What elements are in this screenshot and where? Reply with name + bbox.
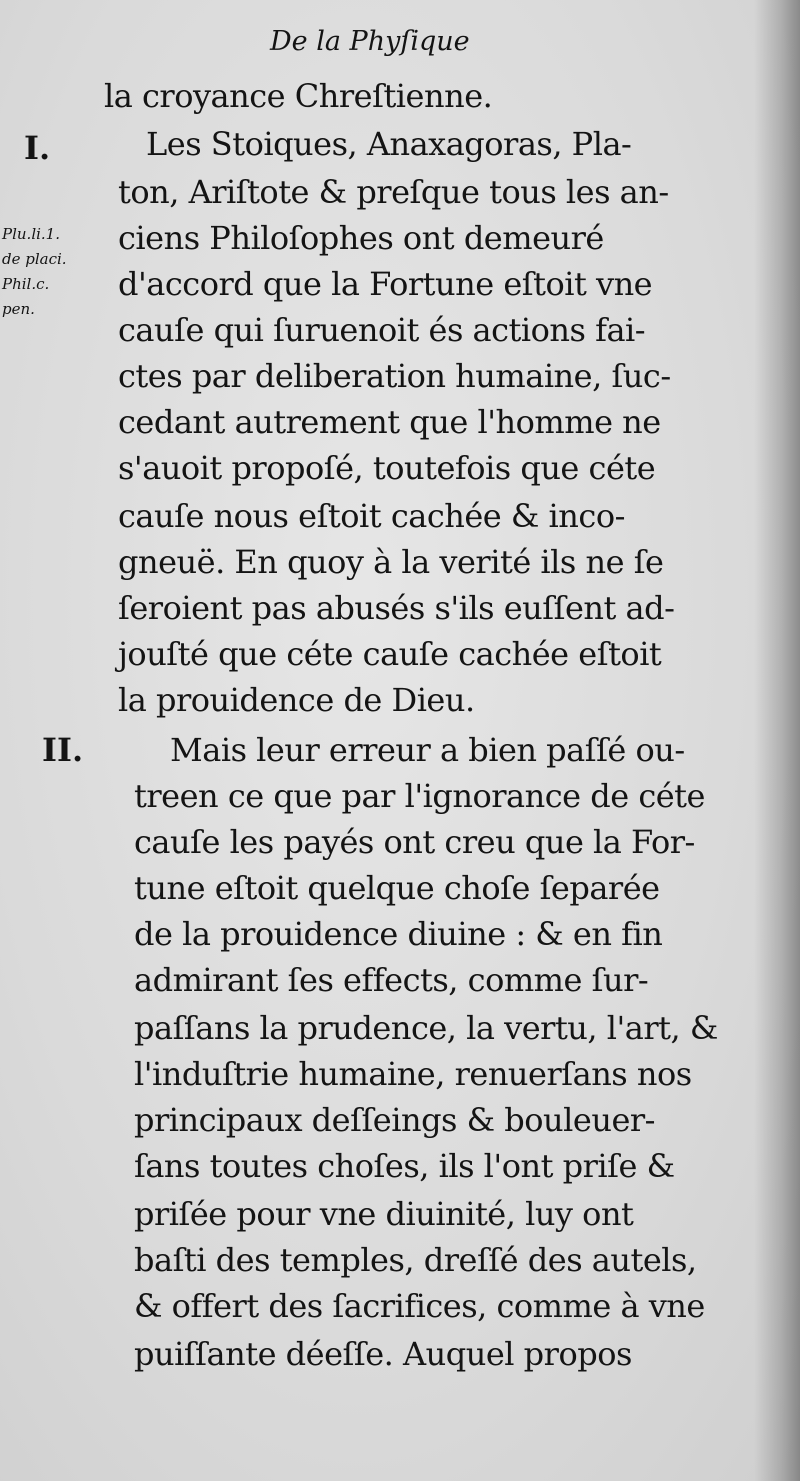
- text-line: la prouidence de Dieu.: [118, 681, 475, 719]
- text-line: puiſſante déeſſe. Auquel propos: [134, 1335, 632, 1373]
- text-line: ciens Philoſophes ont demeuré: [118, 219, 604, 257]
- text-line: ſeroient pas abusés s'ils euſſent ad-: [118, 589, 675, 627]
- text-line: la croyance Chreſtienne.: [104, 77, 493, 115]
- text-line: ton, Ariſtote & preſque tous les an-: [118, 173, 669, 211]
- text-line: ſans toutes choſes, ils l'ont priſe &: [134, 1147, 675, 1185]
- text-line: priſée pour vne diuinité, luy ont: [134, 1195, 634, 1233]
- text-line: cauſe qui ſuruenoit és actions fai-: [118, 311, 646, 349]
- text-line: de la prouidence diuine : & en fin: [134, 915, 663, 953]
- text-line: tune eſtoit quelque choſe ſeparée: [134, 869, 660, 907]
- text-line: ctes par deliberation humaine, ſuc-: [118, 357, 671, 395]
- text-line: & offert des ſacrifices, comme à vne: [134, 1287, 705, 1325]
- running-head: De la Phyſique: [270, 26, 470, 57]
- text-line: principaux deſſeings & bouleuer-: [134, 1101, 655, 1139]
- text-line: gneuë. En quoy à la verité ils ne ſe: [118, 543, 664, 581]
- text-line: jouſté que céte cauſe cachée eſtoit: [118, 635, 662, 673]
- text-line: Les Stoiques, Anaxagoras, Pla-: [146, 125, 632, 163]
- margin-note-line: de placi.: [2, 250, 67, 268]
- text-line: paſſans la prudence, la vertu, l'art, &: [134, 1009, 718, 1047]
- text-line: treen ce que par l'ignorance de céte: [134, 777, 705, 815]
- margin-note-line: Plu.li.1.: [2, 225, 60, 243]
- text-line: s'auoit propoſé, toutefois que céte: [118, 449, 656, 487]
- text-line: cauſe nous eſtoit cachée & inco-: [118, 497, 625, 535]
- page-gutter-shadow: [754, 0, 800, 1481]
- text-line: Mais leur erreur a bien paſſé ou-: [170, 731, 685, 769]
- text-line: l'induſtrie humaine, renuerſans nos: [134, 1055, 692, 1093]
- section-numeral-2: II.: [42, 731, 84, 769]
- text-line: cedant autrement que l'homme ne: [118, 403, 661, 441]
- text-line: baſti des temples, dreſſé des autels,: [134, 1241, 697, 1279]
- text-line: admirant ſes effects, comme ſur-: [134, 961, 649, 999]
- text-line: cauſe les payés ont creu que la For-: [134, 823, 695, 861]
- section-numeral-1: I.: [24, 129, 51, 167]
- text-line: d'accord que la Fortune eſtoit vne: [118, 265, 653, 303]
- margin-note-line: Phil.c.: [2, 275, 50, 293]
- margin-note-line: pen.: [2, 300, 35, 318]
